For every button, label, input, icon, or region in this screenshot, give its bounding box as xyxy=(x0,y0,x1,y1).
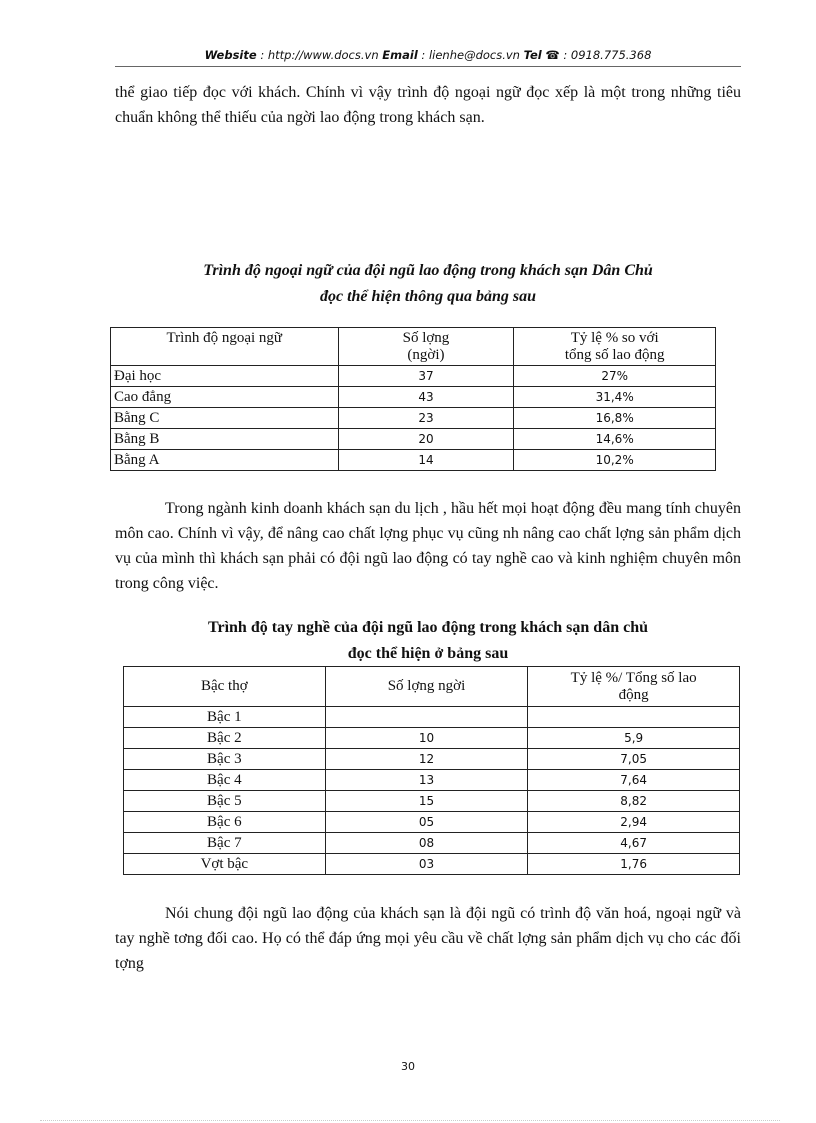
value-cell: 2,94 xyxy=(528,812,740,833)
middle-paragraph: Trong ngành kinh doanh khách sạn du lịch , hầu hết mọi hoạt động đều mang tính chuyên môn cao. Chính vì vậy, để nâng cao chất lợng phục vụ cũng nh nâng cao chất lợng sản phẩm dịch vụ của mình thì khách sạn phải có đội ngũ lao động có tay nghề cao và kinh nghiệm chuyên môn trong công việc. xyxy=(115,500,741,592)
row-label-cell: Bậc 4 xyxy=(124,770,326,791)
value-cell: 7,05 xyxy=(528,749,740,770)
value-cell xyxy=(528,707,740,728)
value-cell: 05 xyxy=(325,812,528,833)
value-cell: 13 xyxy=(325,770,528,791)
table-row xyxy=(111,450,716,471)
table-row xyxy=(111,429,716,450)
table1-title xyxy=(115,258,741,310)
row-label-cell: Bằng B xyxy=(111,429,339,450)
table-row xyxy=(111,387,716,408)
row-label-cell: Bậc 3 xyxy=(124,749,326,770)
table-row xyxy=(111,366,716,387)
value-cell: 23 xyxy=(338,408,514,429)
value-cell: 43 xyxy=(338,387,514,408)
value-cell: 10 xyxy=(325,728,528,749)
skill-level-table xyxy=(123,666,740,875)
value-cell: 27% xyxy=(514,366,716,387)
table-row xyxy=(124,770,740,791)
value-cell: 10,2% xyxy=(514,450,716,471)
foreign-language-table xyxy=(110,327,716,471)
table1-title-line1: Trình độ ngoại ngữ của đội ngũ lao động trong khách sạn Dân Chủ xyxy=(203,262,653,279)
closing-paragraph: Nói chung đội ngũ lao động của khách sạn là đội ngũ có trình độ văn hoá, ngoại ngữ và tay nghề tơng đối cao. Họ có thể đáp ứng mọi yêu cầu về chất lợng sản phẩm dịch vụ cho các đối tợng xyxy=(115,905,741,972)
table-header-cell: Số lợng (ngời) xyxy=(338,328,514,366)
value-cell: 8,82 xyxy=(528,791,740,812)
row-label-cell: Bằng A xyxy=(111,450,339,471)
value-cell: 14 xyxy=(338,450,514,471)
footer-divider xyxy=(40,1120,780,1121)
value-cell: 08 xyxy=(325,833,528,854)
table-row xyxy=(124,833,740,854)
table-row xyxy=(124,749,740,770)
page-header xyxy=(115,48,741,62)
phone-icon: ☎ xyxy=(545,48,560,62)
row-label-cell: Bậc 5 xyxy=(124,791,326,812)
tel-value: : 0918.775.368 xyxy=(559,48,652,62)
value-cell: 1,76 xyxy=(528,854,740,875)
page-number: 30 xyxy=(401,1060,415,1073)
value-cell xyxy=(325,707,528,728)
table-row xyxy=(124,854,740,875)
table2-title xyxy=(115,615,741,667)
table1-title-line2: đọc thể hiện thông qua bảng sau xyxy=(319,288,537,305)
header-divider xyxy=(115,66,741,67)
value-cell: 15 xyxy=(325,791,528,812)
email-value: : lienhe@docs.vn xyxy=(417,48,524,62)
table-header-cell: Số lợng ngời xyxy=(325,667,528,707)
table2-title-line1: Trình độ tay nghề của đội ngũ lao động trong khách sạn dân chủ xyxy=(208,619,648,636)
table-header-cell: Bậc thợ xyxy=(124,667,326,707)
table-header-row xyxy=(124,667,740,707)
table-header-cell: Tỷ lệ % so với tổng số lao động xyxy=(514,328,716,366)
intro-paragraph: thể giao tiếp đọc với khách. Chính vì vậy trình độ ngoại ngữ đọc xếp là một trong những tiêu chuẩn không thể thiếu của ngời lao động trong khách sạn. xyxy=(115,84,741,126)
table-row xyxy=(111,408,716,429)
table2-title-line2: đọc thể hiện ở bảng sau xyxy=(347,645,509,662)
row-label-cell: Bằng C xyxy=(111,408,339,429)
value-cell: 5,9 xyxy=(528,728,740,749)
table-row xyxy=(124,791,740,812)
value-cell: 03 xyxy=(325,854,528,875)
table-header-cell: Trình độ ngoại ngữ xyxy=(111,328,339,366)
email-label: Email xyxy=(382,48,418,62)
row-label-cell: Đại học xyxy=(111,366,339,387)
value-cell: 12 xyxy=(325,749,528,770)
row-label-cell: Bậc 2 xyxy=(124,728,326,749)
value-cell: 16,8% xyxy=(514,408,716,429)
value-cell: 20 xyxy=(338,429,514,450)
value-cell: 14,6% xyxy=(514,429,716,450)
table-header-row xyxy=(111,328,716,366)
row-label-cell: Vợt bậc xyxy=(124,854,326,875)
table-row xyxy=(124,812,740,833)
value-cell: 7,64 xyxy=(528,770,740,791)
row-label-cell: Cao đẳng xyxy=(111,387,339,408)
table-row xyxy=(124,728,740,749)
table-row xyxy=(124,707,740,728)
tel-label: Tel xyxy=(523,48,542,62)
table-header-cell: Tỷ lệ %/ Tổng số lao động xyxy=(528,667,740,707)
website-label: Website xyxy=(204,48,257,62)
row-label-cell: Bậc 1 xyxy=(124,707,326,728)
website-value: : http://www.docs.vn xyxy=(256,48,383,62)
value-cell: 4,67 xyxy=(528,833,740,854)
value-cell: 31,4% xyxy=(514,387,716,408)
row-label-cell: Bậc 7 xyxy=(124,833,326,854)
row-label-cell: Bậc 6 xyxy=(124,812,326,833)
value-cell: 37 xyxy=(338,366,514,387)
